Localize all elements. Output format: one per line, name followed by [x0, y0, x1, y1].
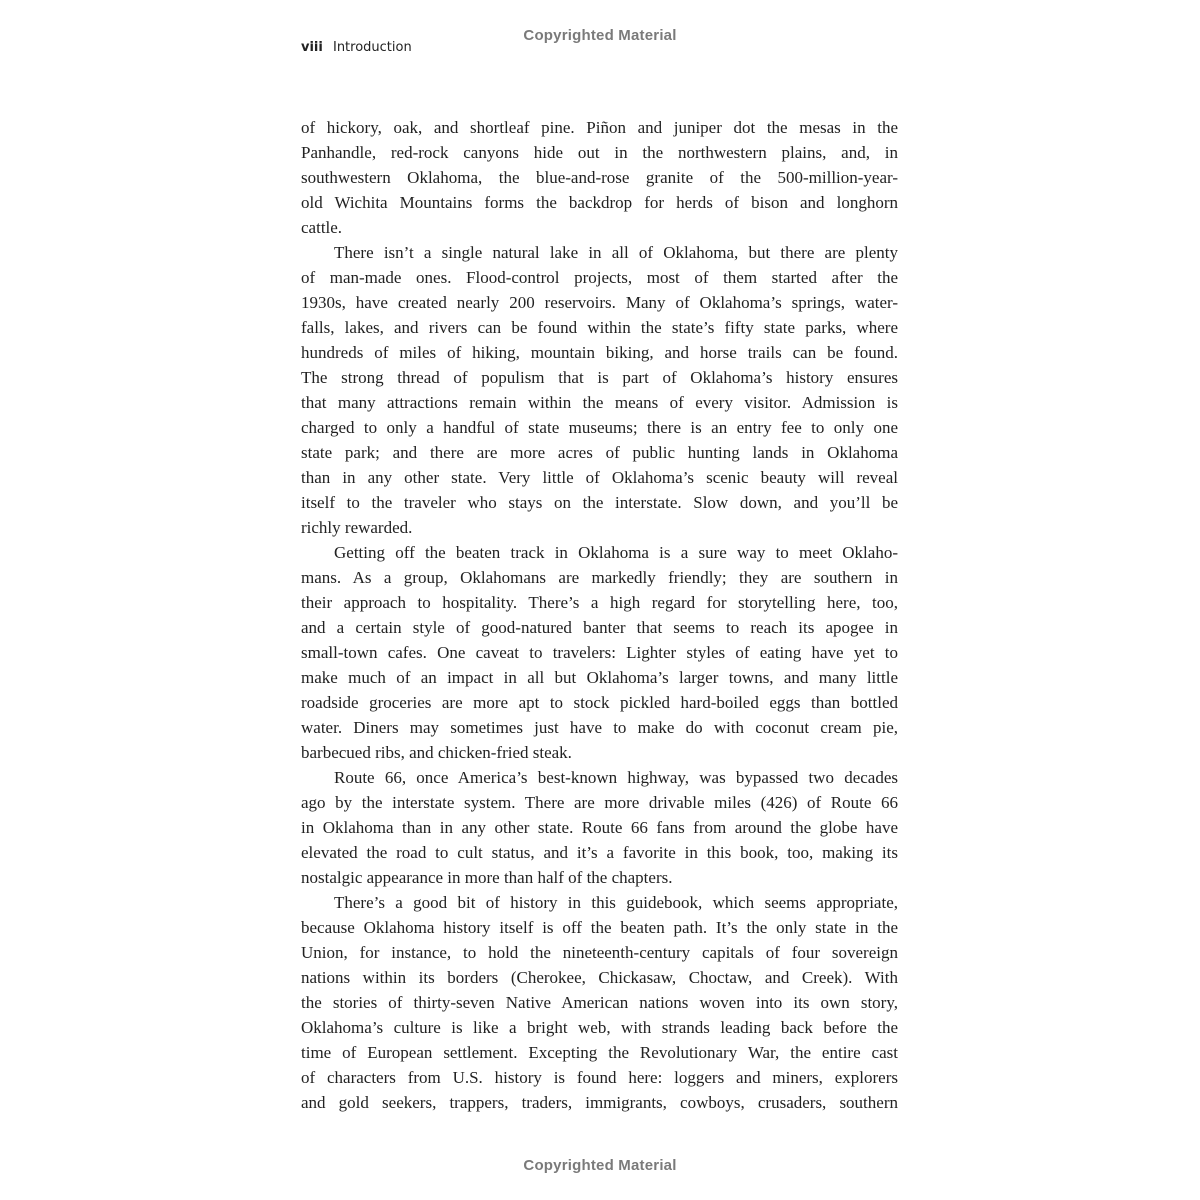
text-line: itself to the traveler who stays on the interstate. Slow down, and you’ll be: [301, 493, 898, 512]
text-line: Panhandle, red-rock canyons hide out in the northwestern plains, and, in: [301, 143, 898, 162]
text-line: richly rewarded.: [301, 518, 413, 537]
text-line: ago by the interstate system. There are more drivable miles (426) of Route 66: [301, 793, 898, 812]
text-line: Getting off the beaten track in Oklahoma is a sure way to meet Oklaho-: [334, 543, 898, 562]
text-line: The strong thread of populism that is part of Oklahoma’s history ensures: [301, 368, 898, 387]
text-line: old Wichita Mountains forms the backdrop for herds of bison and longhorn: [301, 193, 898, 212]
text-line: Union, for instance, to hold the nineteenth-century capitals of four sovereign: [301, 943, 898, 962]
text-line: state park; and there are more acres of public hunting lands in Oklahoma: [301, 443, 898, 462]
text-line: water. Diners may sometimes just have to make do with coconut cream pie,: [301, 718, 898, 737]
text-line: elevated the road to cult status, and it’s a favorite in this book, too, making its: [301, 843, 898, 862]
body-text: [301, 115, 898, 1115]
text-line: of man-made ones. Flood-control projects, most of them started after the: [301, 268, 898, 287]
text-line: than in any other state. Very little of Oklahoma’s scenic beauty will reveal: [301, 468, 898, 487]
paragraph: [301, 540, 898, 765]
text-line: because Oklahoma history itself is off the beaten path. It’s the only state in the: [301, 918, 898, 937]
text-line: charged to only a handful of state museums; there is an entry fee to only one: [301, 418, 898, 437]
text-line: roadside groceries are more apt to stock pickled hard-boiled eggs than bottled: [301, 693, 898, 712]
text-line: hundreds of miles of hiking, mountain biking, and horse trails can be found.: [301, 343, 898, 362]
paragraph: [301, 890, 898, 1115]
section-title: Introduction: [332, 40, 412, 55]
running-head: [301, 40, 412, 55]
text-line: nostalgic appearance in more than half of the chapters.: [301, 868, 673, 887]
text-line: the stories of thirty-seven Native American nations woven into its own story,: [301, 993, 898, 1012]
text-line: Route 66, once America’s best-known highway, was bypassed two decades: [334, 768, 898, 787]
text-line: mans. As a group, Oklahomans are markedly friendly; they are southern in: [301, 568, 898, 587]
paragraph: [301, 765, 898, 890]
text-line: nations within its borders (Cherokee, Chickasaw, Choctaw, and Creek). With: [301, 968, 898, 987]
text-line: southwestern Oklahoma, the blue-and-rose granite of the 500-million-year-: [301, 168, 898, 187]
text-line: of hickory, oak, and shortleaf pine. Piñon and juniper dot the mesas in the: [301, 118, 898, 137]
text-line: cattle.: [301, 218, 343, 237]
text-line: barbecued ribs, and chicken-fried steak.: [301, 743, 572, 762]
copyright-watermark-bottom: Copyrighted Material: [523, 1157, 677, 1174]
text-line: their approach to hospitality. There’s a high regard for storytelling here, too,: [301, 593, 898, 612]
text-line: time of European settlement. Excepting the Revolutionary War, the entire cast: [301, 1043, 898, 1062]
text-line: make much of an impact in all but Oklahoma’s larger towns, and many little: [301, 668, 898, 687]
text-line: small-town cafes. One caveat to travelers: Lighter styles of eating have yet to: [301, 643, 898, 662]
text-line: There’s a good bit of history in this guidebook, which seems appropriate,: [334, 893, 898, 912]
text-line: 1930s, have created nearly 200 reservoirs. Many of Oklahoma’s springs, water-: [301, 293, 898, 312]
text-line: falls, lakes, and rivers can be found within the state’s fifty state parks, where: [301, 318, 898, 337]
text-line: and gold seekers, trappers, traders, immigrants, cowboys, crusaders, southern: [301, 1093, 898, 1112]
paragraph: [301, 240, 898, 540]
paragraph: [301, 115, 898, 240]
text-line: Oklahoma’s culture is like a bright web, with strands leading back before the: [301, 1018, 898, 1037]
text-line: There isn’t a single natural lake in all of Oklahoma, but there are plenty: [334, 243, 898, 262]
text-line: in Oklahoma than in any other state. Route 66 fans from around the globe have: [301, 818, 898, 837]
text-line: that many attractions remain within the means of every visitor. Admission is: [301, 393, 898, 412]
text-line: and a certain style of good-natured banter that seems to reach its apogee in: [301, 618, 898, 637]
text-line: of characters from U.S. history is found here: loggers and miners, explorers: [301, 1068, 898, 1087]
page-number: viii: [301, 40, 323, 55]
copyright-watermark-top: Copyrighted Material: [523, 27, 677, 44]
